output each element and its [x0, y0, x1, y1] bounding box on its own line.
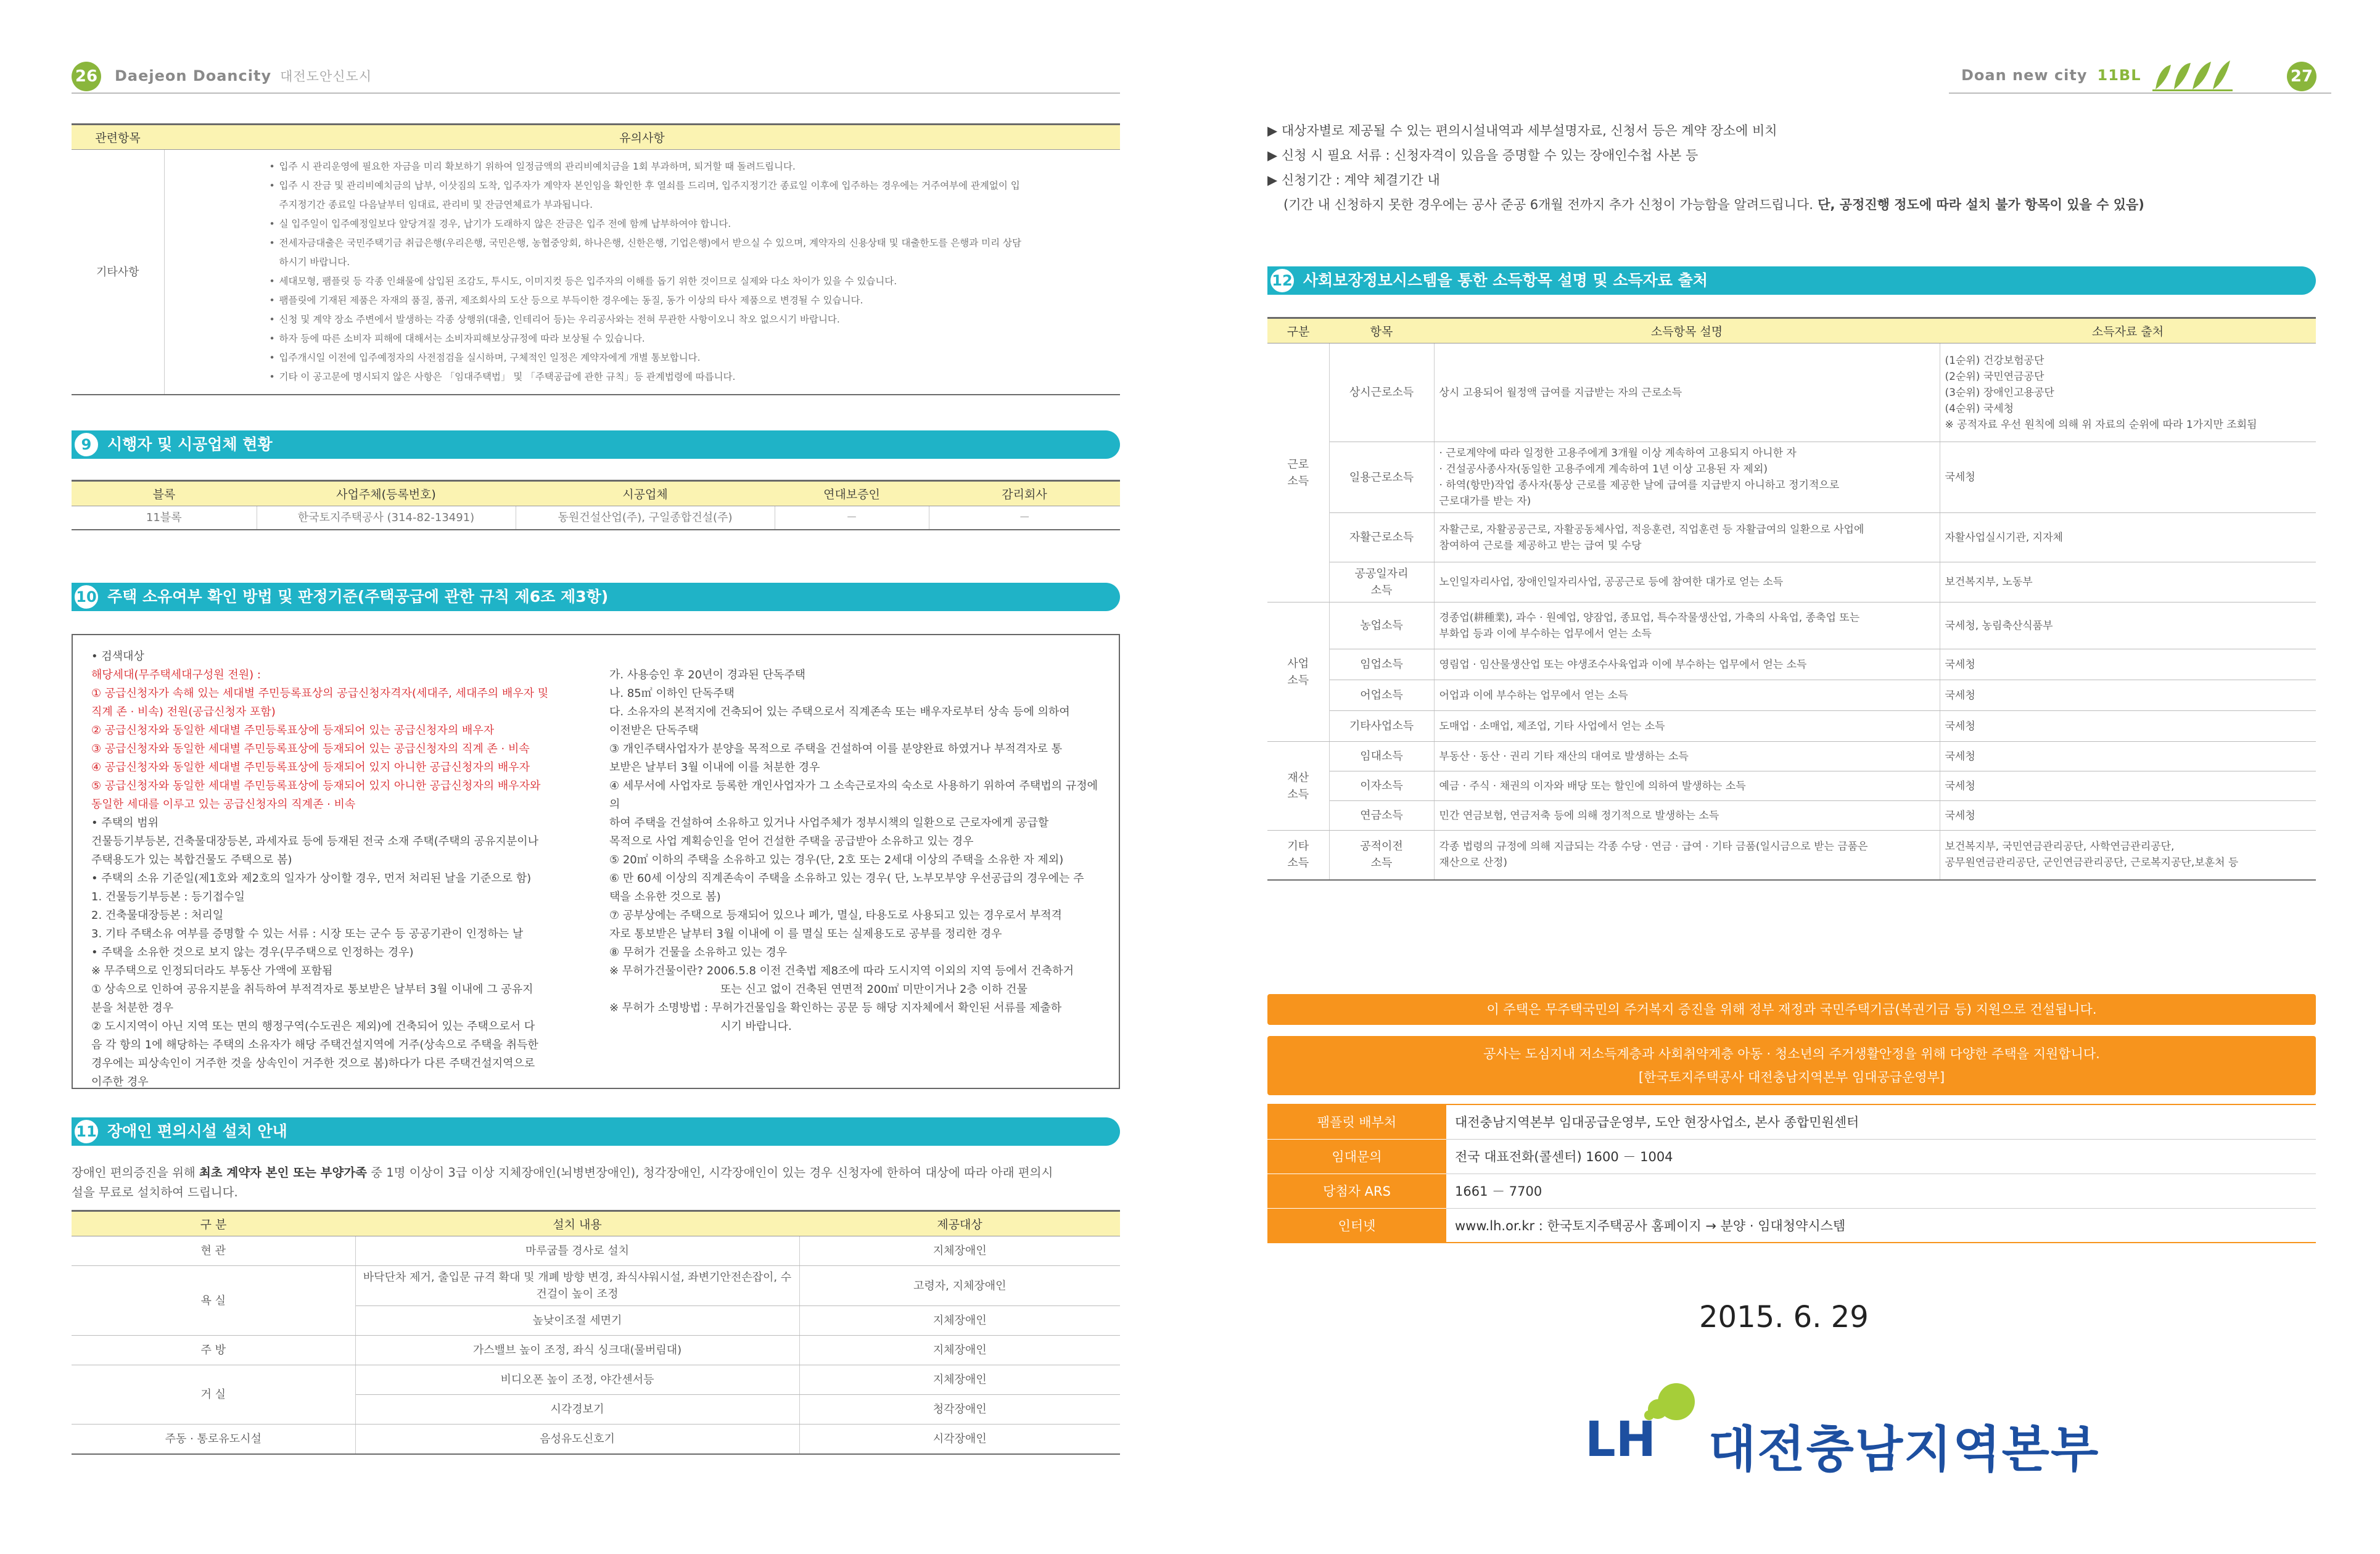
source-cell: (1순위) 건강보험공단 (2순위) 국민연금공단 (3순위) 장애인고용공단 (4순위) 국세청 ※ 공적자료 우선 원칙에 의해 위 자료의 순위에 따라 1가지만 조회됨	[1940, 343, 2316, 442]
brand-name: Daejeon Doancity	[115, 67, 272, 84]
section-10-header	[72, 583, 1120, 611]
col-header: 설치 내용	[355, 1211, 799, 1236]
section-number: 10	[73, 583, 100, 610]
text-line: ② 공급신청자와 동일한 세대별 주민등록표상에 등재되어 있는 공급신청자의 배우자	[91, 724, 495, 737]
item-cell: 일용근로소득	[1329, 442, 1434, 513]
source-cell: 자활사업실시기관, 지자체	[1940, 513, 2316, 562]
text-line: ③ 개인주택사업자가 분양을 목적으로 주택을 건설하여 이를 분양완료 하였거나 부적격자로 통	[609, 742, 1063, 755]
table-cell: 11블록	[72, 506, 257, 530]
note-item: • 전세자금대출은 국민주택기금 취급은행(우리은행, 국민은행, 농협중앙회, 하나은행, 신한은행, 기업은행)에서 받으실 수 있으며, 계약자의 신용상태 및 대출한도를 은행과 미리 상담하시기 바랍니다.	[270, 234, 1022, 272]
text-line: 분을 처분한 경우	[91, 1001, 174, 1014]
banner-line: 공사는 도심지내 저소득계층과 사회취약계층 아동 · 청소년의 주거생활안정을 위해 다양한 주택을 지원합니다.	[1483, 1046, 2100, 1061]
item-cell: 공공일자리 소득	[1329, 562, 1434, 602]
source-cell: 국세청	[1940, 801, 2316, 831]
ownership-left-column	[91, 648, 597, 1092]
contact-value: www.lh.or.kr : 한국토지주택공사 홈페이지 → 분양 · 임대청약시스템	[1446, 1208, 2316, 1243]
text-line: 건물등기부등본, 건축물대장등본, 과세자료 등에 등재된 전국 소재 주택(주택의 공유지분이나	[91, 835, 538, 848]
left-header-brand	[115, 67, 372, 85]
table-cell: 지체장애인	[799, 1306, 1120, 1336]
description-cell: 도매업 · 소매업, 제조업, 기타 사업에서 얻는 소득	[1434, 711, 1940, 742]
header-rule-right	[1949, 92, 2331, 94]
description-cell: 경종업(耕種業), 과수 · 원예업, 양잠업, 종묘업, 특수작물생산업, 가축의 사육업, 종축업 또는 부화업 등과 이에 부수하는 업무에서 얻는 소득	[1434, 602, 1940, 649]
contact-value: 대전충남지역본부 임대공급운영부, 도안 현장사업소, 본사 종합민원센터	[1446, 1104, 2316, 1139]
row-label: 기타사항	[72, 150, 164, 395]
facility-table	[72, 1210, 1120, 1455]
section-title: 주택 소유여부 확인 방법 및 판정기준(주택공급에 관한 규칙 제6조 제3항)	[107, 588, 609, 606]
item-cell: 연금소득	[1329, 801, 1434, 831]
text-line: 1. 건물등기부등본 : 등기접수일	[91, 890, 245, 903]
text-line: ⑤ 공급신청자와 동일한 세대별 주민등록표상에 등재되어 있지 아니한 공급신청자의 배우자와	[91, 779, 541, 792]
facility-notes	[1267, 118, 2316, 217]
text-line: 목적으로 사업 계획승인을 얻어 건설한 주택을 공급받아 소유하고 있는 경우	[609, 835, 974, 848]
publish-date: 2015. 6. 29	[1699, 1300, 1869, 1334]
description-cell: 노인일자리사업, 장애인일자리사업, 공공근로 등에 참여한 대가로 얻는 소득	[1434, 562, 1940, 602]
table-cell: 청각장애인	[799, 1395, 1120, 1424]
ownership-box	[72, 634, 1120, 1089]
desc-text: 설을 무료로 설치하여 드립니다.	[72, 1185, 238, 1199]
category-cell: 주동 · 통로유도시설	[72, 1424, 355, 1454]
table-cell: 가스밸브 높이 조정, 좌식 싱크대(물버림대)	[355, 1336, 799, 1365]
description-cell: 어업과 이에 부수하는 업무에서 얻는 소득	[1434, 680, 1940, 711]
col-header: 구분	[1267, 318, 1329, 343]
brand-name-right: Doan new city	[1961, 67, 2088, 84]
support-banner	[1267, 1036, 2316, 1095]
category-cell: 거 실	[72, 1365, 355, 1424]
item-cell: 임대소득	[1329, 742, 1434, 771]
notes-table	[72, 123, 1120, 395]
funding-banner: 이 주택은 무주택국민의 주거복지 증진을 위해 정부 재정과 국민주택기금(복권기금 등) 지원으로 건설됩니다.	[1267, 994, 2316, 1025]
source-cell: 보건복지부, 노동부	[1940, 562, 2316, 602]
description-cell: 영림업 · 임산물생산업 또는 야생조수사육업과 이에 부수하는 업무에서 얻는 소득	[1434, 649, 1940, 680]
table-cell: 고령자, 지체장애인	[799, 1266, 1120, 1306]
text-line: 하여 주택을 건설하여 소유하고 있거나 사업주체가 정부시책의 일환으로 근로자에게 공급할	[609, 816, 1049, 829]
text-line: • 주택을 소유한 것으로 보지 않는 경우(무주택으로 인정하는 경우)	[91, 946, 414, 959]
text-line: ③ 공급신청자와 동일한 세대별 주민등록표상에 등재되어 있는 공급신청자의 직계 존 · 비속	[91, 742, 530, 755]
col-header: 항목	[1329, 318, 1434, 343]
table-cell: 지체장애인	[799, 1365, 1120, 1395]
contact-table	[1267, 1104, 2316, 1243]
text-line: 보받은 날부터 3월 이내에 이를 처분한 경우	[609, 761, 820, 774]
item-cell: 이자소득	[1329, 771, 1434, 801]
text-line: ④ 세무서에 사업자로 등록한 개인사업자가 그 소속근로자의 숙소로 사용하기 위하여 주택법의 규정에 의	[609, 779, 1098, 811]
item-cell: 상시근로소득	[1329, 343, 1434, 442]
table-cell: －	[775, 506, 929, 530]
text-line: 음 각 항의 1에 해당하는 주택의 소유자가 해당 주택건설지역에 거주(상속으로 주택을 취득한	[91, 1038, 538, 1051]
text-line: • 주택의 범위	[91, 816, 159, 829]
section-title: 사회보장정보시스템을 통한 소득항목 설명 및 소득자료 출처	[1303, 271, 1708, 289]
col-header: 관련항목	[72, 125, 164, 150]
text-line: ※ 무주택으로 인정되더라도 부동산 가액에 포함됨	[91, 964, 333, 977]
item-cell: 어업소득	[1329, 680, 1434, 711]
desc-bold: 최초 계약자 본인 또는 부양가족	[199, 1166, 368, 1180]
source-cell: 보건복지부, 국민연금관리공단, 사학연금관리공단, 공무원연금관리공단, 군인연금관리공단, 근로복지공단,보훈처 등	[1940, 831, 2316, 880]
description-cell: 각종 법령의 규정에 의해 지급되는 각종 수당 · 연금 · 급여 · 기타 금품(일시금으로 받는 금품은 재산으로 산정)	[1434, 831, 1940, 880]
note-item: • 팸플릿에 기재된 제품은 자재의 품질, 품귀, 제조회사의 도산 등으로 부득이한 경우에는 동질, 동가 이상의 타사 제품으로 변경될 수 있습니다.	[270, 291, 1022, 310]
section-number: 12	[1269, 267, 1296, 294]
text-line: • 검색대상	[91, 650, 144, 663]
group-cell: 기타 소득	[1267, 831, 1329, 880]
table-cell: 높낮이조절 세면기	[355, 1306, 799, 1336]
col-header: 제공대상	[799, 1211, 1120, 1236]
item-cell: 공적이전 소득	[1329, 831, 1434, 880]
block-label: 11BL	[2097, 67, 2141, 84]
text-line: ② 도시지역이 아닌 지역 또는 면의 행정구역(수도권은 제외)에 건축되어 있는 주택으로서 다	[91, 1020, 535, 1033]
text-line: 이전받은 단독주택	[609, 724, 699, 737]
right-header-brand	[1961, 67, 2141, 84]
income-table	[1267, 317, 2316, 881]
note-item: • 기타 이 공고문에 명시되지 않은 사항은 「임대주택법」 및 「주택공급에 관한 규칙」등 관계법령에 따릅니다.	[270, 368, 1022, 387]
contact-label: 당첨자 ARS	[1267, 1174, 1446, 1208]
facility-note: ▶ 신청기간 : 계약 체결기간 내	[1267, 173, 1440, 187]
category-cell: 주 방	[72, 1336, 355, 1365]
contact-value: 1661 － 7700	[1446, 1174, 2316, 1208]
text-line: 또는 신고 없이 건축된 연면적 200㎡ 미만이거나 2층 이하 건물	[609, 983, 1027, 996]
table-cell: 시각장애인	[799, 1424, 1120, 1454]
lh-logo-text: LH	[1585, 1412, 1656, 1468]
facility-note: ▶ 대상자별로 제공될 수 있는 편의시설내역과 세부설명자료, 신청서 등은 계약 장소에 비치	[1267, 123, 1777, 138]
section-number: 9	[73, 431, 100, 458]
table-cell: 지체장애인	[799, 1236, 1120, 1266]
col-header: 사업주체(등록번호)	[257, 481, 516, 506]
text-line: 이주한 경우	[91, 1075, 149, 1088]
text-line: 2. 건축물대장등본 : 처리일	[91, 909, 224, 922]
table-cell: 동원건설산업(주), 구일종합건설(주)	[516, 506, 775, 530]
text-line: 가. 사용승인 후 20년이 경과된 단독주택	[609, 668, 806, 681]
note-item: • 입주 시 잔금 및 관리비예치금의 납부, 이삿짐의 도착, 입주자가 계약자 본인임을 확인한 후 열쇠를 드리며, 입주지정기간 종료일 이후에 입주하는 경우에는 거주여부에 관계없이 입주지정기간 종료일 다음날부터 임대료, 관리비 및 잔금연체료가 부과됩니다.	[270, 176, 1022, 215]
text-line: ⑥ 만 60세 이상의 직계존속이 주택을 소유하고 있는 경우( 단, 노부모부양 우선공급의 경우에는 주	[609, 872, 1084, 885]
col-header: 소득자료 출처	[1940, 318, 2316, 343]
text-line: 자로 통보받은 날부터 3월 이내에 이 를 멸실 또는 실제용도로 공부를 정리한 경우	[609, 927, 1002, 940]
table-cell: 음성유도신호기	[355, 1424, 799, 1454]
source-cell: 국세청	[1940, 680, 2316, 711]
text-line: ⑤ 20㎡ 이하의 주택을 소유하고 있는 경우(단, 2호 또는 2세대 이상의 주택을 소유한 자 제외)	[609, 853, 1064, 866]
text-line: 나. 85㎡ 이하인 단독주택	[609, 687, 735, 700]
banner-line: [한국토지주택공사 대전충남지역본부 임대공급운영부]	[1638, 1070, 1945, 1085]
desc-text: 장애인 편의증진을 위해	[72, 1166, 199, 1180]
col-header: 감리회사	[929, 481, 1120, 506]
group-cell: 재산 소득	[1267, 742, 1329, 831]
item-cell: 기타사업소득	[1329, 711, 1434, 742]
text-line: ※ 무허가건물이란? 2006.5.8 이전 건축법 제8조에 따라 도시지역 이외의 지역 등에서 건축하거	[609, 964, 1074, 977]
table-cell: 지체장애인	[799, 1336, 1120, 1365]
region-name: 대전충남지역본부	[1708, 1421, 2100, 1478]
text-line: • 주택의 소유 기준일(제1호와 제2호의 일자가 상이할 경우, 먼저 처리된 날을 기준으로 함)	[91, 872, 532, 885]
page-number-left: 26	[72, 62, 101, 91]
category-cell: 욕 실	[72, 1266, 355, 1336]
ownership-right-column	[609, 666, 1103, 1036]
source-cell: 국세청	[1940, 442, 2316, 513]
description-cell: · 근로계약에 따라 일정한 고용주에게 3개월 이상 계속하여 고용되지 아니한 자 · 건설공사종사자(동일한 고용주에게 계속하여 1년 이상 고용된 자 제외) · 하역(항만)작업 종사자(통상 근로를 제공한 날에 급여를 지급받지 아니하고 정기적으로 근로대가를 받는 자)	[1434, 442, 1940, 513]
text-line: 직계 존 · 비속) 전원(공급신청자 포함)	[91, 705, 276, 718]
col-header: 소득항목 설명	[1434, 318, 1940, 343]
description-cell: 부동산 · 동산 · 권리 기타 재산의 대여로 발생하는 소득	[1434, 742, 1940, 771]
description-cell: 자활근로, 자활공공근로, 자활공동체사업, 적응훈련, 직업훈련 등 자활급여의 일환으로 사업에 참여하여 근로를 제공하고 받는 급여 및 수당	[1434, 513, 1940, 562]
category-cell: 현 관	[72, 1236, 355, 1266]
text-line: 주택용도가 있는 복합건물도 주택으로 봄)	[91, 853, 292, 866]
group-cell: 근로 소득	[1267, 343, 1329, 602]
item-cell: 자활근로소득	[1329, 513, 1434, 562]
contact-label: 임대문의	[1267, 1139, 1446, 1174]
note-text: (기간 내 신청하지 못한 경우에는 공사 준공 6개월 전까지 추가 신청이 가능함을 알려드립니다.	[1283, 197, 1813, 212]
section-title: 장애인 편의시설 설치 안내	[107, 1122, 287, 1140]
section-number: 11	[73, 1118, 100, 1145]
source-cell: 국세청, 농림축산식품부	[1940, 602, 2316, 649]
table-cell: 마루굽틀 경사로 설치	[355, 1236, 799, 1266]
col-header: 연대보증인	[775, 481, 929, 506]
note-item: • 입주 시 관리운영에 필요한 자금을 미리 확보하기 위하여 일정금액의 관리비예치금을 1회 부과하며, 퇴거할 때 돌려드립니다.	[270, 157, 1022, 176]
table-cell: －	[929, 506, 1120, 530]
header-rule-left	[72, 92, 1120, 94]
section-title: 시행자 및 시공업체 현황	[107, 435, 273, 453]
description-cell: 상시 고용되어 월정액 급여를 지급받는 자의 근로소득	[1434, 343, 1940, 442]
text-line: 다. 소유자의 본적지에 건축되어 있는 주택으로서 직계존속 또는 배우자로부터 상속 등에 의하여	[609, 705, 1070, 718]
text-line: 택을 소유한 것으로 봄)	[609, 890, 721, 903]
desc-text: 중 1명 이상이 3급 이상 지체장애인(뇌병변장애인), 청각장애인, 시각장애인이 있는 경우 신청자에 한하여 대상에 따라 아래 편의시	[367, 1166, 1053, 1180]
note-item: • 실 입주일이 입주예정일보다 앞당겨질 경우, 납기가 도래하지 않은 잔금은 입주 전에 함께 납부하여야 합니다.	[270, 215, 1022, 234]
notes-list	[270, 157, 1022, 387]
text-line: ④ 공급신청자와 동일한 세대별 주민등록표상에 등재되어 있지 아니한 공급신청자의 배우자	[91, 761, 530, 774]
note-bold: 단, 공정진행 정도에 따라 설치 불가 항목이 있을 수 있음)	[1813, 197, 2144, 212]
description-cell: 민간 연금보험, 연금저축 등에 의해 정기적으로 발생하는 소득	[1434, 801, 1940, 831]
section-11-description	[72, 1163, 1120, 1202]
section-12-header	[1267, 266, 2316, 295]
text-line: 시기 바랍니다.	[609, 1020, 792, 1033]
table-cell: 한국토지주택공사 (314-82-13491)	[257, 506, 516, 530]
note-item: • 입주개시일 이전에 입주예정자의 사전점검을 실시하며, 구체적인 일정은 계약자에게 개별 통보합니다.	[270, 348, 1022, 368]
source-cell: 국세청	[1940, 742, 2316, 771]
col-header: 유의사항	[164, 125, 1120, 150]
group-cell: 사업 소득	[1267, 602, 1329, 742]
col-header: 시공업체	[516, 481, 775, 506]
section-9-header	[72, 430, 1120, 459]
section-11-header	[72, 1117, 1120, 1146]
table-cell: 시각경보기	[355, 1395, 799, 1424]
source-cell: 국세청	[1940, 649, 2316, 680]
table-cell: 비디오폰 높이 조정, 야간센서등	[355, 1365, 799, 1395]
facility-note: ▶ 신청 시 필요 서류 : 신청자격이 있음을 증명할 수 있는 장애인수첩 사본 등	[1267, 148, 1699, 163]
text-line: 경우에는 피상속인이 거주한 것을 상속인이 거주한 것으로 봄)하다가 다른 주택건설지역으로	[91, 1057, 535, 1070]
item-cell: 임업소득	[1329, 649, 1434, 680]
contractor-table	[72, 480, 1120, 530]
page-number-right: 27	[2287, 62, 2316, 91]
text-line: ① 상속으로 인하여 공유지분을 취득하여 부적격자로 통보받은 날부터 3월 이내에 그 공유지	[91, 983, 533, 996]
leaf-icon	[2152, 56, 2233, 95]
text-line: 3. 기타 주택소유 여부를 증명할 수 있는 서류 : 시장 또는 군수 등 공공기관이 인정하는 날	[91, 927, 524, 940]
text-line: 동일한 세대를 이루고 있는 공급신청자의 직계존 · 비속	[91, 798, 356, 811]
text-line: ※ 무허가 소명방법 : 무허가건물임을 확인하는 공문 등 해당 지자체에서 확인된 서류를 제출하	[609, 1001, 1062, 1014]
contact-label: 팸플릿 배부처	[1267, 1104, 1446, 1139]
table-cell: 바닥단차 제거, 출입문 규격 확대 및 개폐 방향 변경, 좌식샤워시설, 좌변기안전손잡이, 수건걸이 높이 조정	[355, 1266, 799, 1306]
text-line: ⑦ 공부상에는 주택으로 등재되어 있으나 폐가, 멸실, 타용도로 사용되고 있는 경우로서 부적격	[609, 909, 1062, 922]
item-cell: 농업소득	[1329, 602, 1434, 649]
col-header: 구 분	[72, 1211, 355, 1236]
brand-sub: 대전도안신도시	[280, 69, 373, 84]
text-line: ⑧ 무허가 건물을 소유하고 있는 경우	[609, 946, 788, 959]
note-item: • 하자 등에 따른 소비자 피해에 대해서는 소비자피해보상규정에 따라 보상될 수 있습니다.	[270, 329, 1022, 348]
note-item: • 세대모형, 팸플릿 등 각종 인쇄물에 삽입된 조감도, 투시도, 이미지컷 등은 입주자의 이해를 돕기 위한 것이므로 실제와 다소 차이가 있을 수 있습니다.	[270, 272, 1022, 291]
col-header: 블록	[72, 481, 257, 506]
text-line: 해당세대(무주택세대구성원 전원) :	[91, 668, 261, 681]
source-cell: 국세청	[1940, 771, 2316, 801]
contact-label: 인터넷	[1267, 1208, 1446, 1243]
description-cell: 예금 · 주식 · 채권의 이자와 배당 또는 할인에 의하여 발생하는 소득	[1434, 771, 1940, 801]
facility-note	[1267, 192, 2316, 217]
text-line: ① 공급신청자가 속해 있는 세대별 주민등록표상의 공급신청자격자(세대주, 세대주의 배우자 및	[91, 687, 549, 700]
source-cell: 국세청	[1940, 711, 2316, 742]
note-item: • 신청 및 계약 장소 주변에서 발생하는 각종 상행위(대출, 인테리어 등)는 우리공사와는 전혀 무관한 사항이오니 착오 없으시기 바랍니다.	[270, 310, 1022, 329]
contact-value: 전국 대표전화(콜센터) 1600 － 1004	[1446, 1139, 2316, 1174]
